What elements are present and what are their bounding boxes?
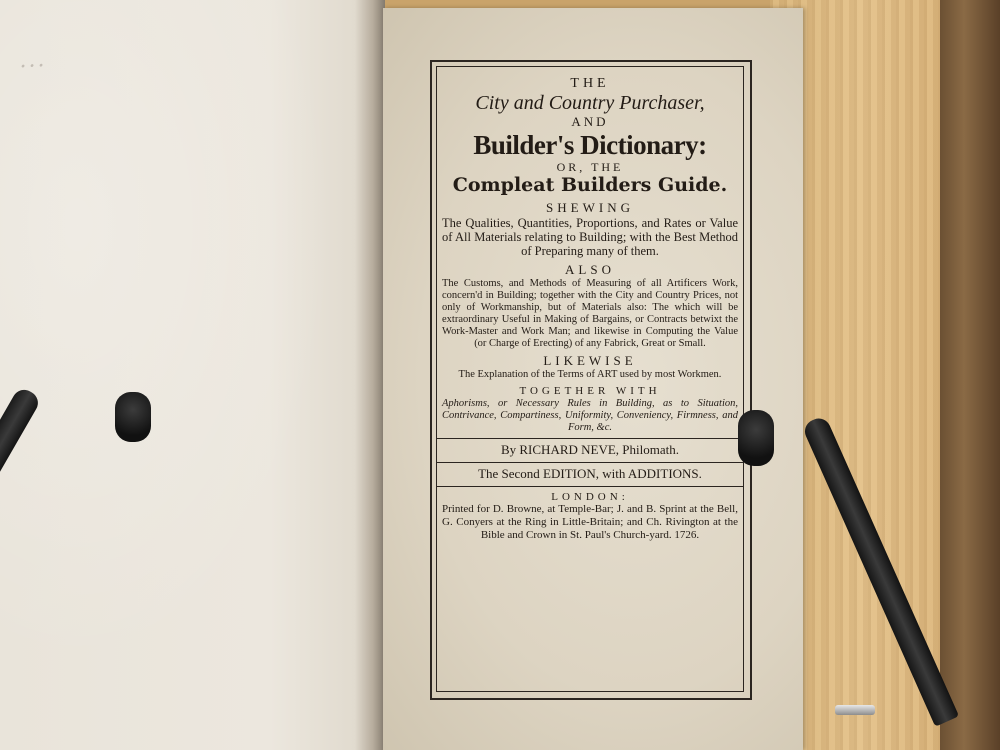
title-builders-dictionary: Builder's Dictionary: xyxy=(473,130,707,161)
bookshelf-background xyxy=(940,0,1000,750)
para-customs: The Customs, and Methods of Measuring of all Artificers Work, concern'd in Building; together with the City and Country Prices, not only of Workmanship, but of Materials also: The which will be extraordinary Useful in Making of Bargains, or Contracts betwixt the Work-Master and Work Man; and likewise in Computing the Value (or Charge of Erecting) of any Fabrick, Great or Small. xyxy=(442,277,738,350)
book-gutter xyxy=(355,0,385,750)
stand-rod xyxy=(835,705,875,715)
rule-2 xyxy=(436,462,744,463)
title-compleat-guide: Compleat Builders Guide. xyxy=(452,173,728,196)
rule-1 xyxy=(436,438,744,439)
para-aphorisms: Aphorisms, or Necessary Rules in Building, as to Situation, Contrivance, Compartiness, Uniformity, Conveniency, Firmness, and Form, &c. xyxy=(442,397,738,433)
rule-3 xyxy=(436,486,744,487)
heading-shewing: SHEWING xyxy=(546,199,634,215)
para-terms: The Explanation of the Terms of ART used by most Workmen. xyxy=(458,369,722,381)
author-line: By RICHARD NEVE, Philomath. xyxy=(500,441,680,457)
title-the: THE xyxy=(570,76,610,91)
place-london: LONDON: xyxy=(551,490,629,503)
heading-likewise: LIKEWISE xyxy=(543,353,637,369)
left-blank-page xyxy=(0,0,385,750)
title-and: AND xyxy=(571,114,609,130)
title-page-text xyxy=(440,76,740,541)
heading-also: ALSO xyxy=(565,261,615,277)
title-city-country: City and Country Purchaser, xyxy=(475,92,705,115)
right-clip-tip xyxy=(738,410,774,466)
edition-line: The Second EDITION, with ADDITIONS. xyxy=(478,465,702,481)
heading-together-with: TOGETHER WITH xyxy=(519,385,661,398)
faint-handwriting: ... xyxy=(18,47,47,74)
imprint-text: Printed for D. Browne, at Temple-Bar; J. and B. Sprint at the Bell, G. Conyers at the Ring in Little-Britain; and Ch. Rivington at the Bible and Crown in St. Paul's Church-yard. 1726. xyxy=(442,503,738,541)
title-or-the: OR, THE xyxy=(556,160,624,175)
left-clip-tip xyxy=(115,392,151,442)
para-qualities: The Qualities, Quantities, Proportions, and Rates or Value of All Materials relating to Building; with the Best Method of Preparing many of them. xyxy=(442,215,738,259)
